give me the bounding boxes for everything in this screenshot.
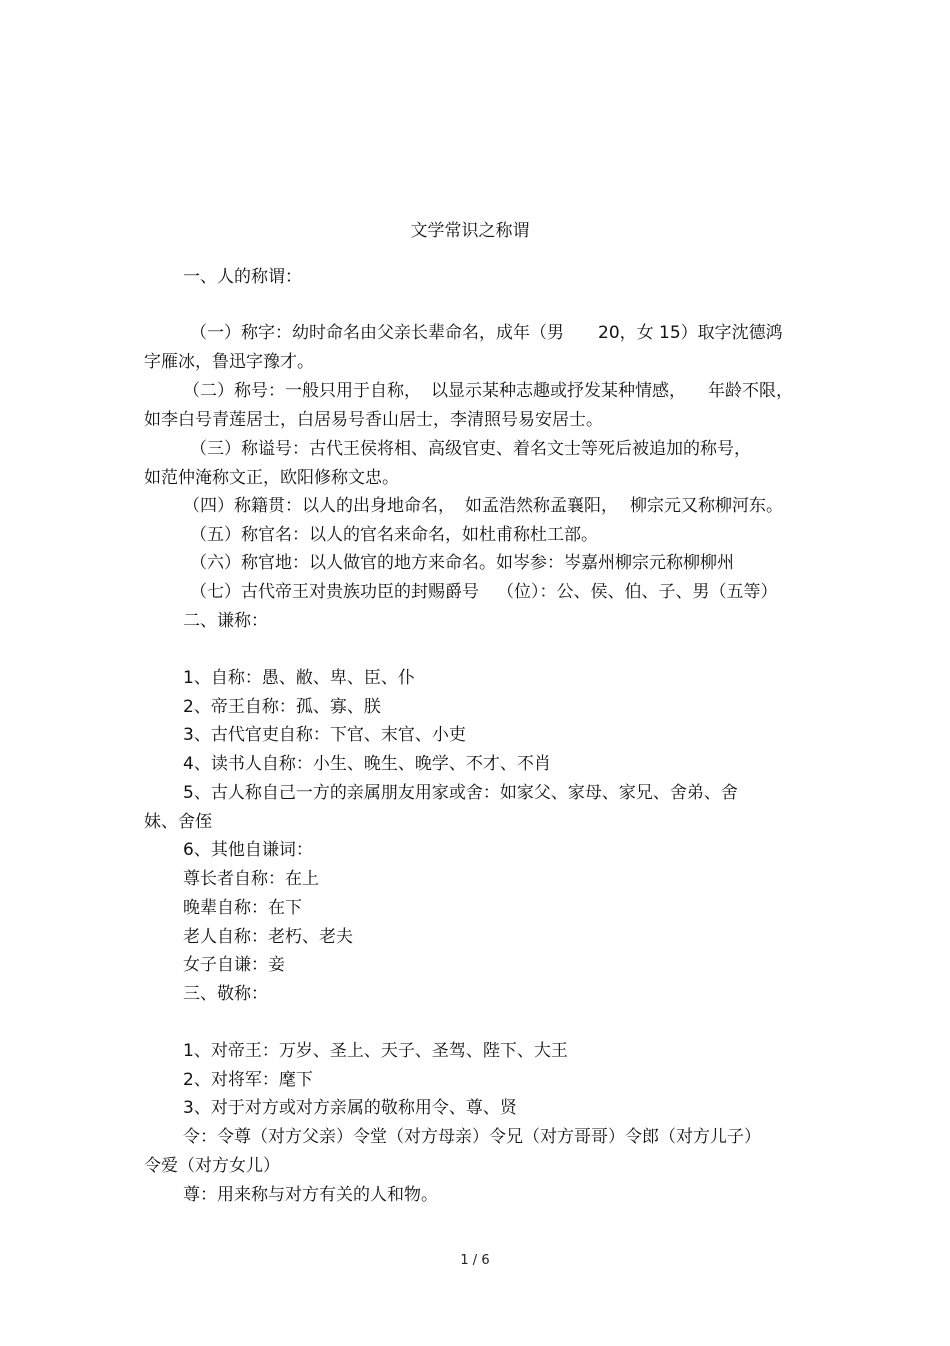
text-span: 20，女 15）取字沈德鸿 xyxy=(598,323,783,343)
paragraph-line: 字雁冰，鲁迅字豫才。 xyxy=(144,352,314,372)
paragraph-line: 如范仲淹称文正，欧阳修称文忠。 xyxy=(144,468,399,488)
section-heading-respect: 三、敬称： xyxy=(183,984,268,1004)
list-item: 尊：用来称与对方有关的人和物。 xyxy=(183,1185,438,1205)
list-item: 1、自称：愚、敝、卑、臣、仆 xyxy=(183,668,415,688)
list-item: 4、读书人自称：小生、晚生、晚学、不才、不肖 xyxy=(183,754,551,774)
list-item: 尊长者自称：在上 xyxy=(183,869,319,889)
paragraph-line: （六）称官地：以人做官的地方来命名。如岑参：岑嘉州柳宗元称柳柳州 xyxy=(190,553,734,573)
list-item: 3、对于对方或对方亲属的敬称用令、尊、贤 xyxy=(183,1098,517,1118)
document-title: 文学常识之称谓 xyxy=(410,221,530,241)
text-span: 年龄不限， xyxy=(708,381,793,401)
text-span: 柳宗元又称柳河东。 xyxy=(630,496,783,516)
list-item: 2、对将军：麾下 xyxy=(183,1070,313,1090)
paragraph-line: 如李白号青莲居士，白居易号香山居士，李清照号易安居士。 xyxy=(144,410,603,430)
list-item: 老人自称：老朽、老夫 xyxy=(183,927,353,947)
text-span: 以显示某种志趣或抒发某种情感， xyxy=(431,381,686,401)
list-item: 女子自谦：妾 xyxy=(183,955,285,975)
paragraph-line xyxy=(190,580,778,604)
list-item: 2、帝王自称：孤、寡、朕 xyxy=(183,697,381,717)
list-item-continued: 令爱（对方女儿） xyxy=(144,1156,280,1176)
section-heading-humble: 二、谦称： xyxy=(183,611,268,631)
list-item-continued: 妹、舍侄 xyxy=(144,812,212,832)
text-span: （位）：公、侯、伯、子、男（五等） xyxy=(497,582,778,602)
page-number: 1 / 6 xyxy=(460,1253,490,1268)
list-item: 6、其他自谦词： xyxy=(183,840,313,860)
text-span: 如孟浩然称孟襄阳， xyxy=(465,496,618,516)
list-item: 3、古代官吏自称：下官、末官、小吏 xyxy=(183,725,466,745)
list-item: 晚辈自称：在下 xyxy=(183,898,302,918)
paragraph-line: （五）称官名：以人的官名来命名，如杜甫称杜工部。 xyxy=(190,525,598,545)
paragraph-line xyxy=(183,379,793,403)
text-span: （七）古代帝王对贵族功臣的封赐爵号 xyxy=(190,582,479,602)
list-item: 令：令尊（对方父亲）令堂（对方母亲）令兄（对方哥哥）令郎（对方儿子） xyxy=(183,1127,761,1147)
list-item: 5、古人称自己一方的亲属朋友用家或舍：如家父、家母、家兄、舍弟、舍 xyxy=(183,783,738,803)
paragraph-line xyxy=(183,494,783,518)
text-span: （四）称籍贯：以人的出身地命名， xyxy=(183,496,455,516)
section-heading-people: 一、人的称谓： xyxy=(183,267,302,287)
paragraph-line xyxy=(190,321,783,345)
text-span: （一）称字：幼时命名由父亲长辈命名，成年（男 xyxy=(190,323,564,343)
list-item: 1、对帝王：万岁、圣上、天子、圣驾、陛下、大王 xyxy=(183,1041,568,1061)
text-span: （二）称号：一般只用于自称， xyxy=(183,381,421,401)
paragraph-line: （三）称谥号：古代王侯将相、高级官吏、着名文士等死后被追加的称号， xyxy=(190,439,751,459)
